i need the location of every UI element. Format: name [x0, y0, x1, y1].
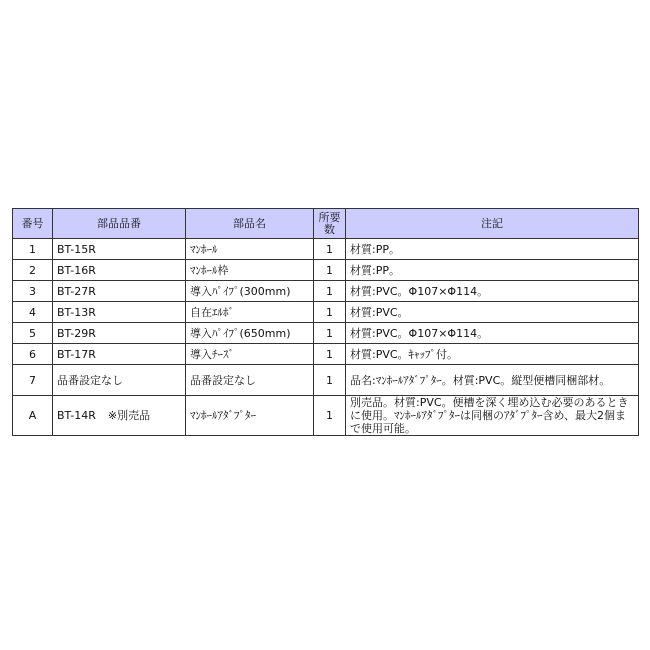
cell-no: 1	[13, 239, 53, 260]
cell-part-name: ﾏﾝﾎｰﾙ	[186, 239, 314, 260]
header-part-name: 部品名	[186, 209, 314, 239]
cell-no: 3	[13, 281, 53, 302]
header-quantity-line2: 数	[324, 222, 335, 236]
cell-no: 7	[13, 365, 53, 396]
cell-quantity: 1	[314, 344, 346, 365]
cell-part-name: 導入ﾊﾟｲﾌﾟ(650mm)	[186, 323, 314, 344]
cell-note: 別売品。材質:PVC。便槽を深く埋め込む必要のあるときに使用。ﾏﾝﾎｰﾙｱﾀﾞﾌﾟﾀｰは同梱のｱﾀﾞﾌﾟﾀｰ含め、最大2個まで使用可能。	[346, 396, 639, 436]
cell-part-code: BT-29R	[53, 323, 186, 344]
part-code-text: BT-14R	[57, 409, 96, 422]
cell-no: 4	[13, 302, 53, 323]
table-header	[13, 209, 639, 239]
cell-part-name: ﾏﾝﾎｰﾙ枠	[186, 260, 314, 281]
table-row	[13, 365, 639, 396]
header-no: 番号	[13, 209, 53, 239]
cell-part-code: BT-16R	[53, 260, 186, 281]
cell-quantity: 1	[314, 323, 346, 344]
table-row	[13, 260, 639, 281]
cell-part-code: BT-15R	[53, 239, 186, 260]
cell-no: 6	[13, 344, 53, 365]
cell-part-code: BT-13R	[53, 302, 186, 323]
cell-note: 材質:PVC。Φ107×Φ114。	[346, 323, 639, 344]
cell-note: 材質:PP。	[346, 239, 639, 260]
cell-note: 品名:ﾏﾝﾎｰﾙｱﾀﾞﾌﾟﾀｰ。材質:PVC。縦型便槽同梱部材。	[346, 365, 639, 396]
cell-quantity: 1	[314, 260, 346, 281]
cell-part-code: BT-17R	[53, 344, 186, 365]
cell-quantity: 1	[314, 281, 346, 302]
cell-note: 材質:PVC。Φ107×Φ114。	[346, 281, 639, 302]
cell-quantity: 1	[314, 396, 346, 436]
header-quantity	[314, 209, 346, 239]
cell-no: A	[13, 396, 53, 436]
cell-quantity: 1	[314, 302, 346, 323]
header-part-code: 部品品番	[53, 209, 186, 239]
cell-no: 2	[13, 260, 53, 281]
cell-part-name: 品番設定なし	[186, 365, 314, 396]
cell-note: 材質:PP。	[346, 260, 639, 281]
cell-quantity: 1	[314, 365, 346, 396]
cell-note: 材質:PVC。	[346, 302, 639, 323]
header-quantity-line1: 所要	[318, 210, 341, 224]
cell-part-name: 導入ﾁｰｽﾞ	[186, 344, 314, 365]
table-row	[13, 302, 639, 323]
table-row	[13, 239, 639, 260]
table-row	[13, 281, 639, 302]
cell-note: 材質:PVC。ｷｬｯﾌﾟ付。	[346, 344, 639, 365]
cell-no: 5	[13, 323, 53, 344]
cell-part-code	[53, 396, 186, 436]
cell-part-name: ﾏﾝﾎｰﾙｱﾀﾞﾌﾟﾀｰ	[186, 396, 314, 436]
parts-table	[12, 208, 639, 436]
table-row	[13, 396, 639, 436]
cell-part-code: BT-27R	[53, 281, 186, 302]
cell-part-code: 品番設定なし	[53, 365, 186, 396]
separate-sale-remark: ※別売品	[107, 409, 151, 422]
table-row	[13, 344, 639, 365]
table-body	[13, 239, 639, 436]
cell-quantity: 1	[314, 239, 346, 260]
table-row	[13, 323, 639, 344]
cell-part-name: 導入ﾊﾟｲﾌﾟ(300mm)	[186, 281, 314, 302]
cell-part-name: 自在ｴﾙﾎﾞ	[186, 302, 314, 323]
header-row	[13, 209, 639, 239]
header-note: 注記	[346, 209, 639, 239]
